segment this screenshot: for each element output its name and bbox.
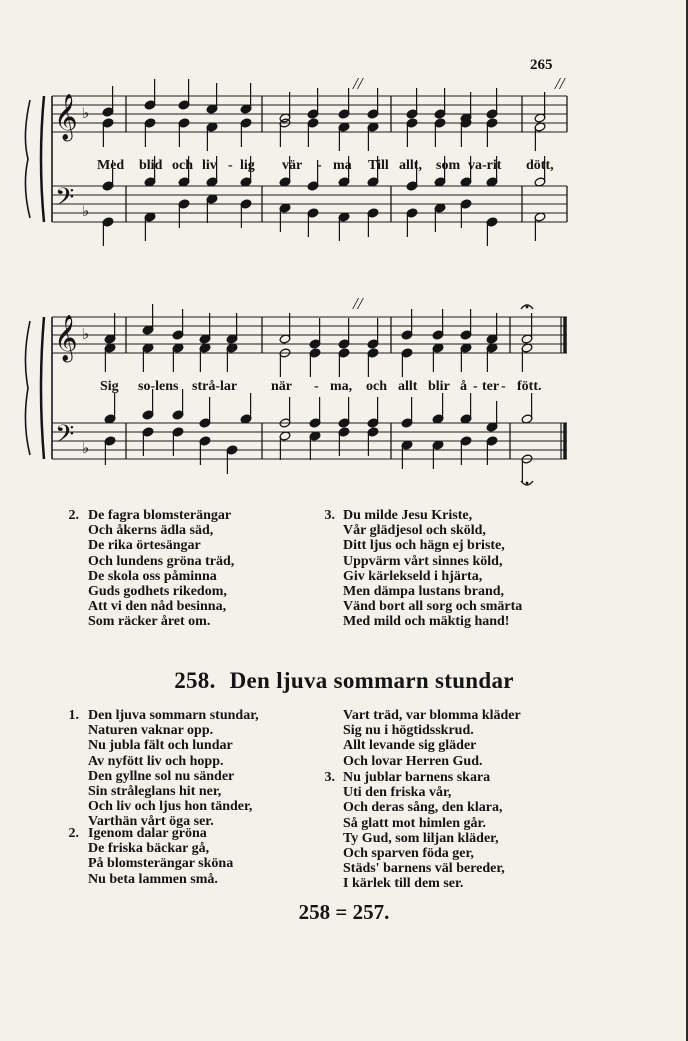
verse-number: 3. [324,508,335,523]
lyric-syllable: so-lens [138,379,179,394]
verse-line: Du milde Jesu Kriste, [343,508,473,523]
verse-line: Nu beta lammen små. [88,871,218,887]
verse-line: Sig nu i högtidsskrud. [343,723,474,739]
lyric-syllable: allt [398,379,418,394]
lyric-syllable: liv [202,158,217,173]
verse-line: De friska bäckar gå, [88,841,210,857]
fermata-dot [526,306,529,309]
key-signature-flat: ♭ [82,104,90,122]
treble-clef: 𝄞 [54,94,78,140]
verse-line: Vänd bort all sorg och smärta [343,599,523,615]
breath-mark: // [353,74,363,93]
verse-line: Att vi den nåd besinna, [88,599,227,615]
verse-line: Igenom dalar gröna [88,826,207,841]
verse-line: Och lovar Herren Gud. [343,753,483,769]
verse-line: Allt levande sig gläder [343,738,477,754]
verse-line: Men dämpa lustans brand, [343,584,505,600]
lyric-syllable: å [460,379,467,394]
key-signature-flat: ♭ [82,325,90,343]
verse-line: Den ljuva sommarn stundar, [88,708,259,723]
lyric-syllable: och [172,158,193,173]
verse-line: På blomsterängar sköna [88,856,234,872]
verse-line: De fagra blomsterängar [88,508,232,523]
lyric-syllable: - [317,158,322,173]
verse-lines [343,508,522,630]
verse-line: Och liv och ljus hon tänder, [88,799,253,815]
lyric-syllable: Till [368,158,389,173]
lyric-syllable: blir [428,379,450,394]
hymn-verses [0,708,688,892]
lyric-syllable: ma [333,158,352,173]
verse-lines [88,826,233,887]
fermata-dot [526,482,529,485]
lyric-syllable: vär [282,158,303,173]
hymn-cross-reference: 258 = 257. [298,900,390,924]
lyric-syllable: allt, [399,158,422,173]
verse-line: Med mild och mäktig hand! [343,614,510,630]
lyrics-system-1 [0,158,688,176]
lyric-syllable: dött, [526,158,554,173]
bass-clef: 𝄢 [55,420,75,455]
verse-line: De skola oss påminna [88,568,217,584]
verse-lines [343,770,505,892]
verse-lines [88,708,259,830]
lyrics-system-2 [0,379,688,397]
verse-line: Och sparven föda ger, [343,846,474,862]
lyric-syllable: fött. [517,379,542,394]
lyric-syllable: när [271,379,292,394]
verse-line: Naturen vaknar opp. [88,723,214,739]
lyric-syllable: - [314,379,319,394]
lyric-syllable: blid [139,158,163,173]
verse-lines [88,508,234,630]
verse-line: Nu jublar barnens skara [343,770,491,785]
hymn-title [0,668,688,694]
verse-line: Vart träd, var blomma kläder [343,708,521,723]
verse-line: Och åkerns ädla säd, [88,523,214,539]
lyric-syllable: - [501,379,506,394]
lyric-syllable: Med [97,158,125,173]
verse-number: 2. [68,826,79,841]
verse-line: Ty Gud, som liljan kläder, [343,830,499,846]
verse-line: Och deras sång, den klara, [343,800,503,816]
verse-line: Av nyfött liv och hopp. [88,753,224,769]
breath-mark: // [353,294,363,313]
verse-number: 3. [324,770,335,785]
verse-line: Giv kärlekseld i hjärta, [343,568,483,584]
verse-line: Ditt ljus och hägn ej briste, [343,538,505,554]
lyric-syllable: ter [482,379,500,394]
lyric-syllable: strå-lar [192,379,238,394]
lyric-syllable: och [366,379,387,394]
lyric-syllable: - [473,379,478,394]
verse-lines [343,708,521,769]
verse-line: Vår glädjesol och sköld, [343,523,486,539]
verse-number: 1. [68,708,79,723]
breath-mark: // [555,74,565,93]
bass-clef: 𝄢 [55,183,75,218]
verse-line: Sin stråleglans hit ner, [88,784,222,800]
verse-line: Och lundens gröna träd, [88,553,235,569]
treble-clef: 𝄞 [54,315,78,361]
hymn-name: Den ljuva sommarn stundar [229,668,514,693]
verse-line: Så glatt mot himlen går. [343,815,486,831]
verse-line: Uppvärm vårt sinnes köld, [343,553,503,569]
verse-line: De rika örtesängar [88,538,201,554]
verse-line: Guds godhets rikedom, [88,584,227,600]
verse-line: Den gyllne sol nu sänder [88,768,235,784]
verse-line: I kärlek till dem ser. [343,876,464,892]
verse-line: Som räcker året om. [88,614,211,630]
lyric-syllable: va-rit [468,158,502,173]
verse-line: Nu jubla fält och lundar [88,738,233,754]
lyric-syllable: Sig [100,379,119,394]
key-signature-flat: ♭ [82,439,90,457]
verse-2-prev [0,508,688,633]
verse-line: Varthän vårt öga ser. [88,814,214,830]
page-number: 265 [530,57,553,73]
lyric-syllable: - [228,158,233,173]
verse-line: Städs' barnens väl bereder, [343,861,505,877]
lyric-syllable: som [436,158,461,173]
verse-line: Uti den friska vår, [343,785,452,801]
lyric-syllable: ma, [330,379,353,394]
verse-number: 2. [68,508,79,523]
lyric-syllable: lig [240,158,255,173]
hymn-number: 258. [174,668,216,693]
key-signature-flat: ♭ [82,202,90,220]
